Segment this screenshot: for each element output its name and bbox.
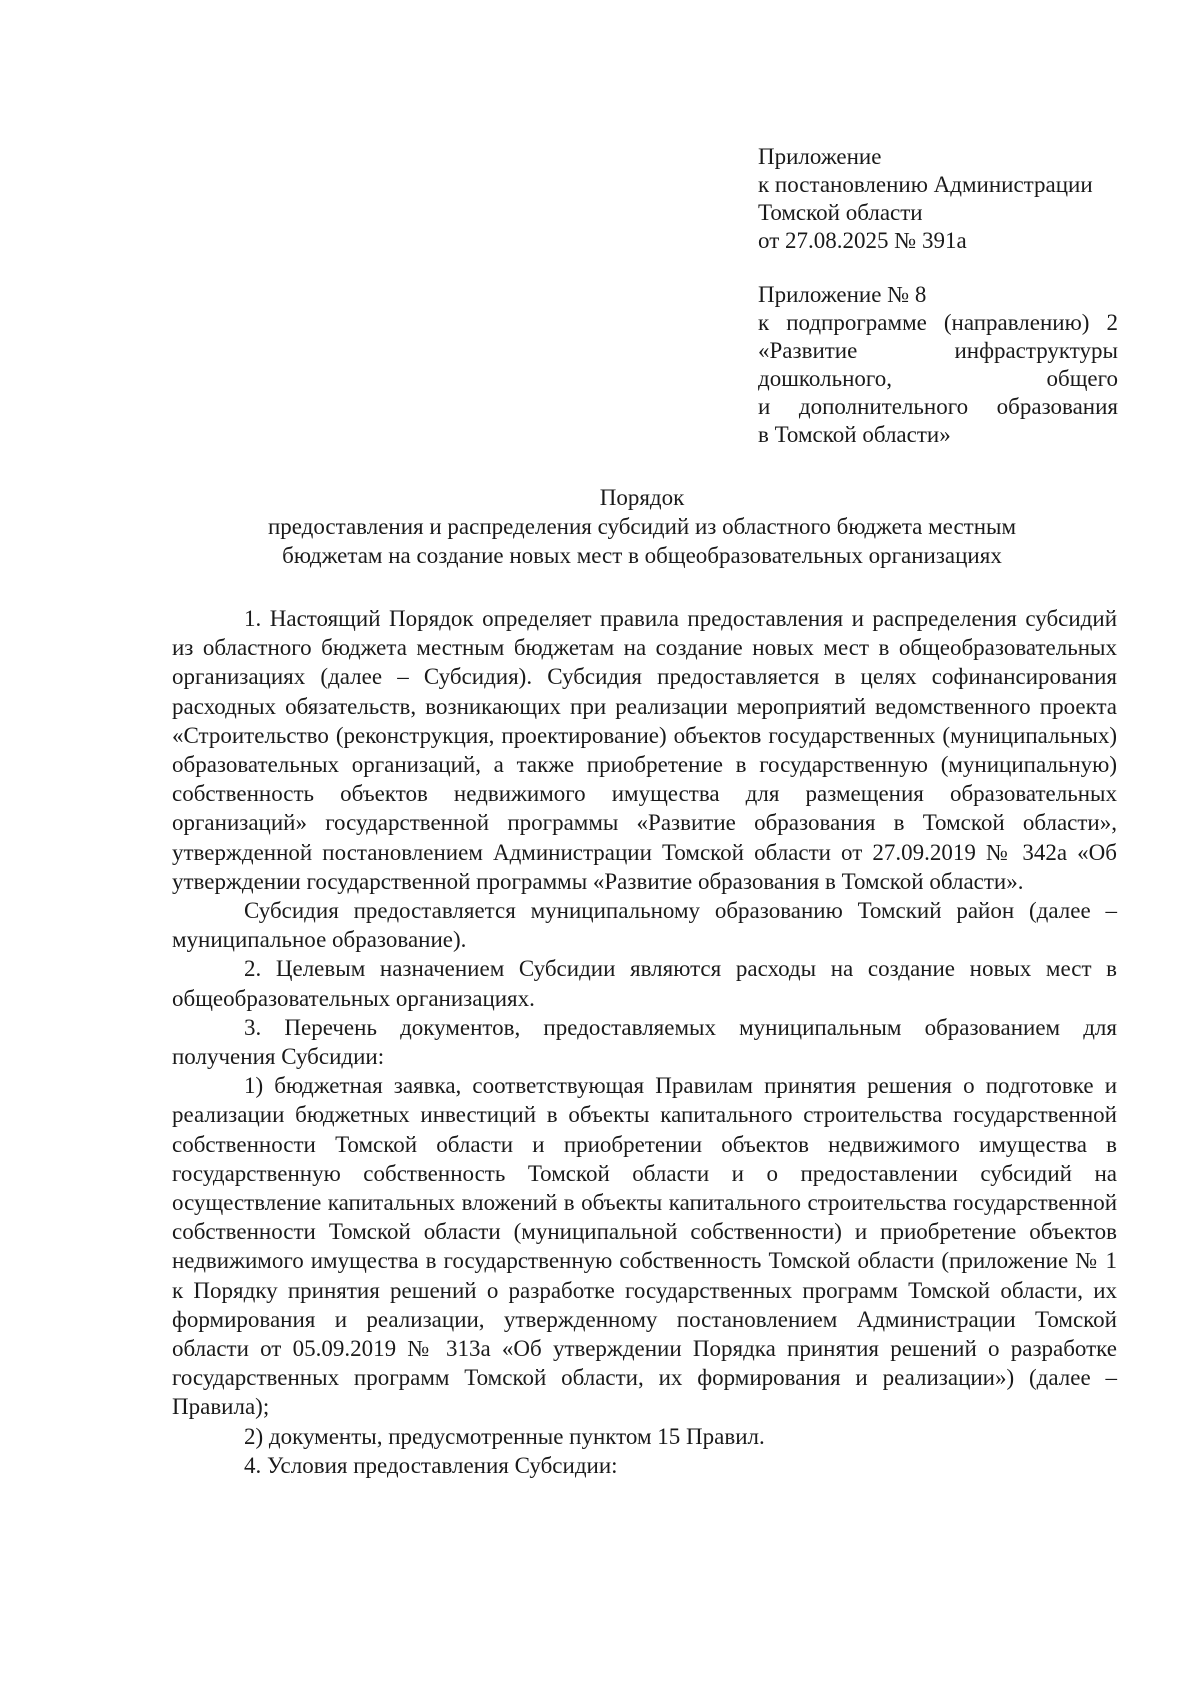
appendix-sub-line-6: в Томской области» <box>758 422 951 447</box>
title-line-2: бюджетам на создание новых мест в общеобразовательных организациях <box>282 543 1002 568</box>
paragraph-2: Субсидия предоставляется муниципальному образованию Томский район (далее – муниципальное образование). <box>172 898 1117 953</box>
paragraph-7: 4. Условия предоставления Субсидии: <box>244 1452 618 1478</box>
appendix-main-line-2: к постановлению Администрации <box>758 172 1093 197</box>
appendix-sub-line-2: к подпрограмме (направлению) 2 <box>758 310 1118 335</box>
appendix-main-line-4: от 27.08.2025 № 391а <box>758 228 967 253</box>
appendix-sub-block <box>758 281 1118 449</box>
paragraph-6: 2) документы, предусмотренные пунктом 15 Правил. <box>244 1423 765 1449</box>
title-heading: Порядок <box>599 485 685 510</box>
paragraph-5: 1) бюджетная заявка, соответствующая Правилам принятия решения о подготовке и реализации бюджетных инвестиций в объекты капитального строительства государственной собственности Томской области и приобретении объектов недвижимого имущества в государственную собственность Томской области и о предоставлении субсидий на осуществление капитальных вложений в объекты капитального строительства государственной собственности Томской области (муниципальной собственности) и приобретение объектов недвижимого имущества в государственную собственность Томской области (приложение № 1 к Порядку принятия решений о разработке государственных программ Томской области, их формирования и реализации, утвержденному постановлением Администрации Томской области от 05.09.2019 № 313а «Об утверждении Порядка принятия решений о разработке государственных программ Томской области, их формирования и реализации») (далее – Правила); <box>172 1073 1117 1420</box>
appendix-main-line-1: Приложение <box>758 144 882 169</box>
paragraph-1: 1. Настоящий Порядок определяет правила предоставления и распределения субсидий из областного бюджета местным бюджетам на создание новых мест в общеобразовательных организациях (далее – Субсидия). Субсидия предоставляется в целях софинансирования расходных обязательств, возникающих при реализации мероприятий ведомственного проекта «Строительство (реконструкция, проектирование) объектов государственных (муниципальных) образовательных организаций, а также приобретение в государственную (муниципальную) собственность объектов недвижимого имущества для размещения образовательных организаций» государственной программы «Развитие образования в Томской области», утвержденной постановлением Администрации Томской области от 27.09.2019 № 342а «Об утверждении государственной программы «Развитие образования в Томской области». <box>172 606 1117 894</box>
appendix-main-line-3: Томской области <box>758 200 923 225</box>
appendix-sub-line-5: и дополнительного образования <box>758 394 1118 419</box>
document-title <box>172 483 1112 570</box>
appendix-main-block <box>758 143 1118 255</box>
paragraph-4: 3. Перечень документов, предоставляемых муниципальным образованием для получения Субсидии: <box>172 1014 1117 1070</box>
appendix-sub-line-4: дошкольного, общего <box>758 366 1118 391</box>
appendix-sub-line-1: Приложение № 8 <box>758 282 927 307</box>
paragraph-3: 2. Целевым назначением Субсидии являются расходы на создание новых мест в общеобразовательных организациях. <box>172 956 1117 1011</box>
appendix-sub-line-3: «Развитие инфраструктуры <box>758 338 1118 363</box>
document-body <box>172 604 1117 1480</box>
title-line-1: предоставления и распределения субсидий из областного бюджета местным <box>267 514 1017 539</box>
